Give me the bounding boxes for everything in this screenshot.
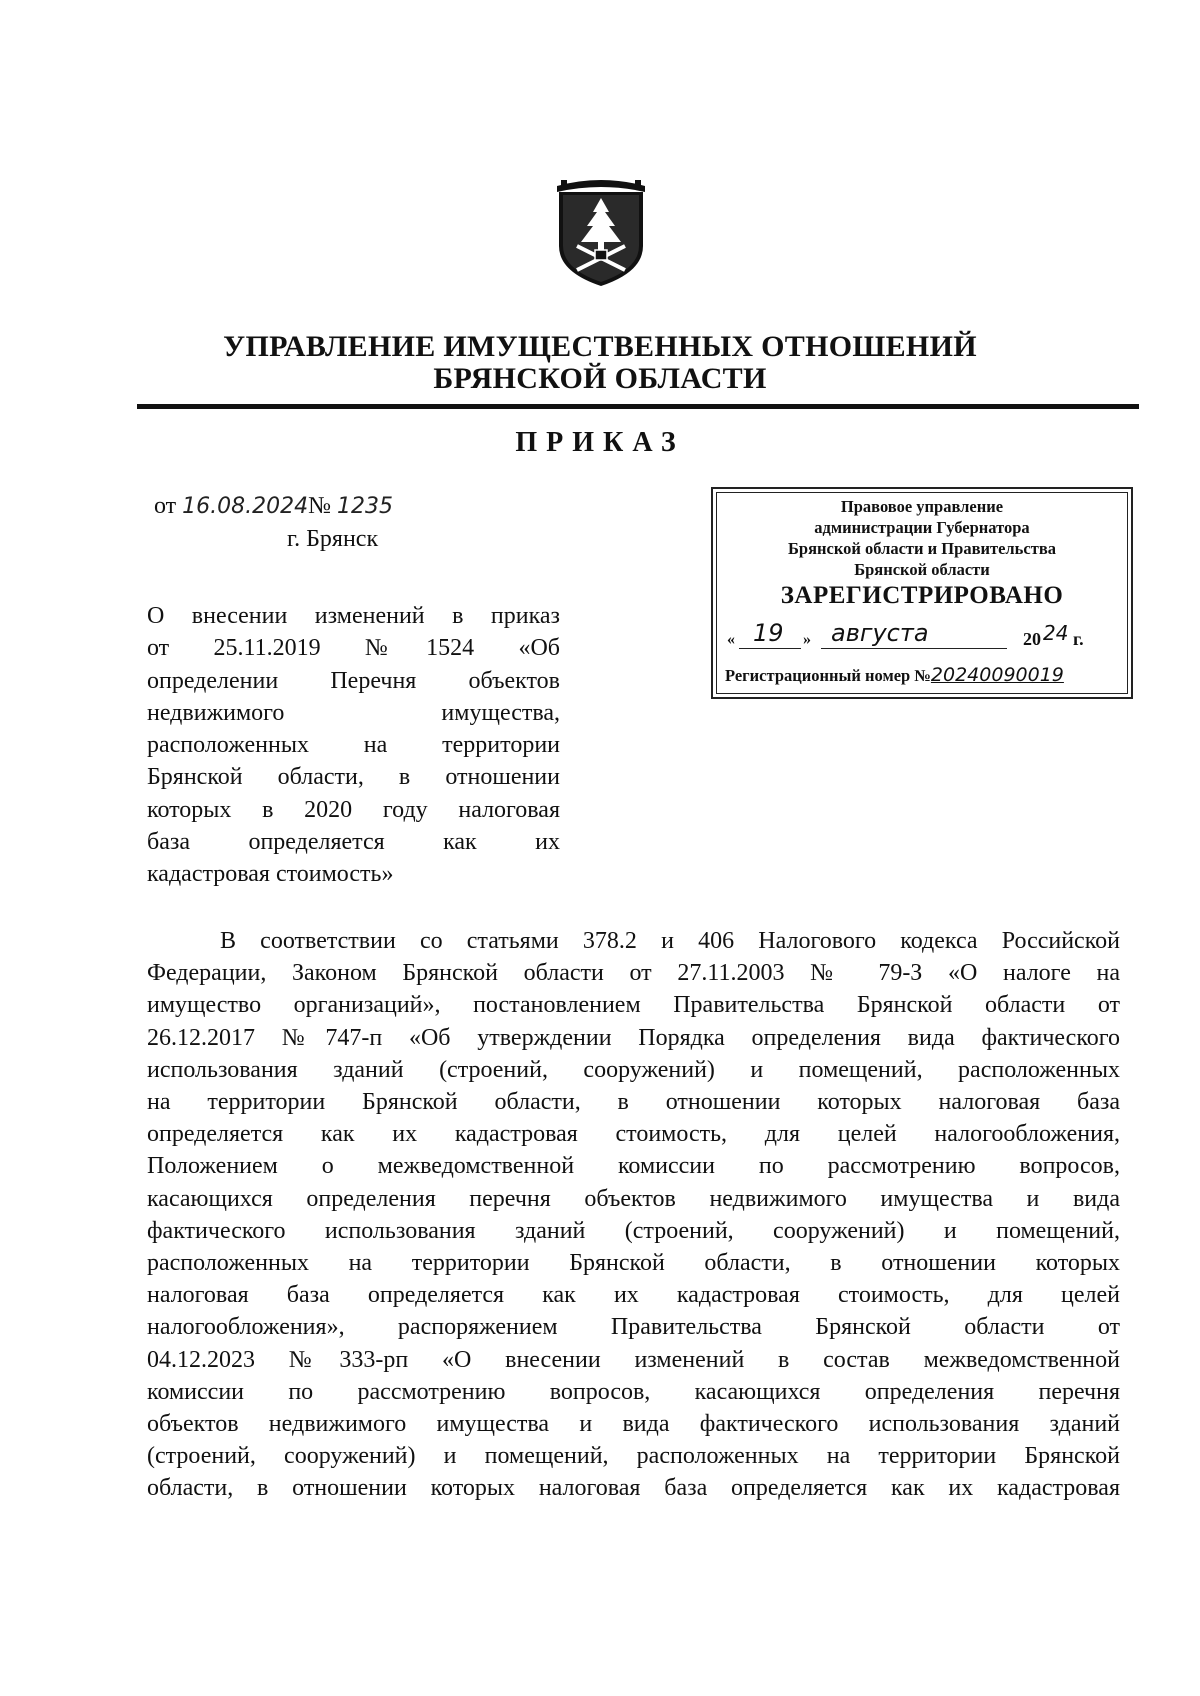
body-line: области, в отношении которых налоговая база определяется как их кадастровая [147, 1475, 1120, 1502]
stamp-line: Брянской области и Правительства [788, 539, 1056, 558]
document-type-title: ПРИКАЗ [515, 427, 685, 458]
subject-line: недвижимого имущества, [147, 699, 560, 726]
order-date: 16.08.2024 [182, 494, 309, 519]
stamp-registration-number [725, 664, 1129, 686]
stamp-day: 19 [753, 619, 784, 647]
date-prefix: от [154, 493, 177, 519]
subject-line: Брянской области, в отношении [147, 764, 560, 791]
header-divider [137, 404, 1139, 409]
stamp-registered: ЗАРЕГИСТРИРОВАНО [780, 582, 1064, 609]
order-body [147, 925, 1120, 1505]
order-number: 1235 [337, 494, 394, 519]
coat-of-arms-icon [551, 176, 651, 288]
body-line: касающихся определения перечня объектов недвижимого имущества и вида [147, 1185, 1120, 1212]
organization-name-line1: УПРАВЛЕНИЕ ИМУЩЕСТВЕННЫХ ОТНОШЕНИЙ [223, 330, 977, 363]
body-line: (строений, сооружений) и помещений, расположенных на территории Брянской [147, 1443, 1120, 1470]
stamp-reg-label: Регистрационный номер № [725, 666, 931, 685]
stamp-line: администрации Губернатора [814, 518, 1030, 537]
stamp-month-underline [821, 648, 1007, 649]
subject-line: определении Перечня объектов [147, 667, 560, 694]
body-line: имущество организаций», постановлением Правительства Брянской области от [147, 992, 1120, 1019]
stamp-quote-open: « [727, 631, 735, 648]
number-prefix: № [308, 493, 332, 519]
subject-line: кадастровая стоимость» [147, 861, 394, 888]
body-line: комиссии по рассмотрению вопросов, касающихся определения перечня [147, 1378, 1120, 1405]
body-line: налогообложения», распоряжением Правительства Брянской области от [147, 1314, 1120, 1341]
body-line: расположенных на территории Брянской области, в отношении которых [147, 1250, 1120, 1277]
registration-stamp [711, 487, 1133, 699]
city: г. Брянск [287, 526, 379, 552]
stamp-quote-close: » [803, 631, 811, 648]
stamp-year-prefix: 20 [1023, 629, 1041, 649]
stamp-line: Правовое управление [840, 497, 1004, 516]
subject-line: база определяется как их [147, 829, 560, 856]
organization-name-line2: БРЯНСКОЙ ОБЛАСТИ [433, 362, 767, 395]
stamp-date [727, 621, 1127, 653]
body-line: налоговая база определяется как их кадастровая стоимость, для целей [147, 1282, 1120, 1309]
stamp-reg-number: 20240090019 [930, 664, 1064, 686]
stamp-month: августа [831, 619, 929, 647]
subject-line: О внесении изменений в приказ [147, 603, 560, 629]
stamp-inner-frame [716, 492, 1128, 694]
stamp-line: Брянской области [854, 560, 990, 579]
order-subject [147, 600, 560, 891]
subject-line: которых в 2020 году налоговая [147, 796, 560, 823]
stamp-day-underline [739, 648, 801, 649]
body-line: В соответствии со статьями 378.2 и 406 Налогового кодекса Российской [220, 928, 1120, 954]
body-line: Федерации, Законом Брянской области от 27.11.2003 № 79-З «О налоге на [147, 960, 1120, 987]
subject-line: от 25.11.2019 №1524 «Об [147, 635, 560, 662]
subject-line: расположенных на территории [147, 732, 560, 759]
body-line: объектов недвижимого имущества и вида фактического использования зданий [147, 1411, 1120, 1438]
body-line: 04.12.2023 №333-рп «О внесении изменений в состав межведомственной [147, 1346, 1120, 1373]
body-line: фактического использования зданий (строений, сооружений) и помещений, [147, 1217, 1120, 1244]
body-line: 26.12.2017 №747-п «Об утверждении Порядка определения вида фактического [147, 1024, 1120, 1051]
order-date-number [154, 493, 393, 520]
stamp-year-unit: г. [1073, 629, 1084, 649]
body-line: использования зданий (строений, сооружений) и помещений, расположенных [147, 1056, 1120, 1083]
body-line: Положением о межведомственной комиссии по рассмотрению вопросов, [147, 1153, 1120, 1180]
body-line: определяется как их кадастровая стоимость, для целей налогообложения, [147, 1121, 1120, 1148]
stamp-year-suffix: 24 [1043, 621, 1069, 645]
body-line: на территории Брянской области, в отношении которых налоговая база [147, 1089, 1120, 1116]
